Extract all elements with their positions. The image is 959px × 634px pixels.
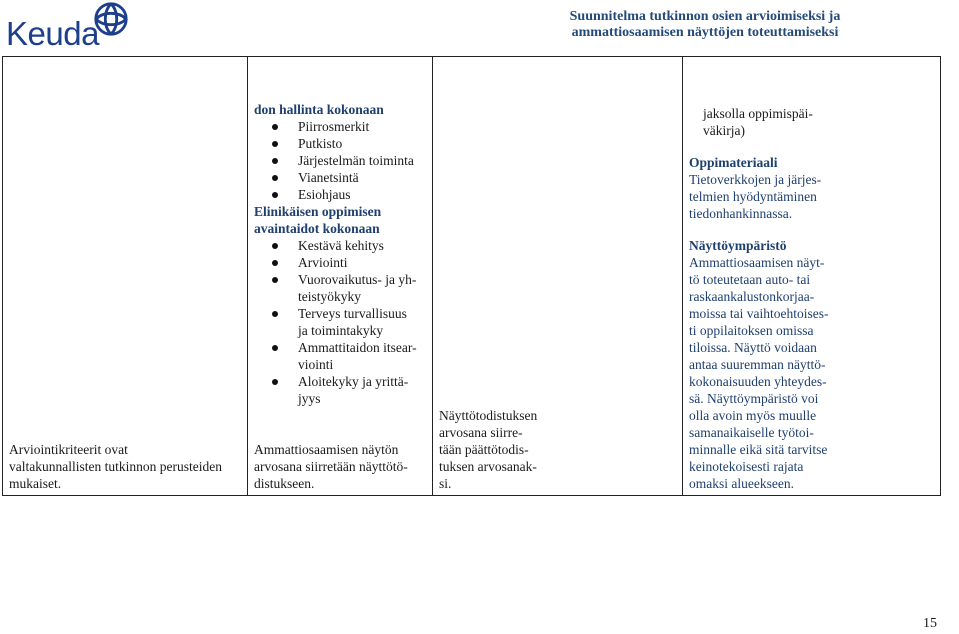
text-line: olla avoin myös muulle bbox=[689, 408, 817, 423]
header-title-line-2: ammattiosaamisen näyttöjen toteuttamiseksi bbox=[571, 25, 839, 40]
text-line: väkirja) bbox=[703, 123, 745, 138]
text-line: sä. Näyttöympäristö voi bbox=[689, 391, 819, 406]
list-item: Aloitekyky ja yrittä- jyys bbox=[254, 373, 428, 407]
list-item: Arviointi bbox=[254, 254, 428, 271]
text-line: Näyttötodistuksen bbox=[439, 408, 538, 423]
section-heading: don hallinta kokonaan bbox=[254, 102, 384, 117]
text-line: kokonaisuuden yhteydes- bbox=[689, 374, 827, 389]
page-number: 15 bbox=[923, 616, 937, 631]
list-item: Piirrosmerkit bbox=[254, 118, 428, 135]
text-line: Tietoverkkojen ja järjes- bbox=[689, 172, 822, 187]
keuda-flower-icon bbox=[92, 0, 130, 38]
text-line: tuksen arvosanak- bbox=[439, 459, 537, 474]
assessment-table bbox=[2, 56, 941, 496]
cell-materials-environment bbox=[683, 57, 941, 496]
text-line: tö toteutetaan auto- tai bbox=[689, 272, 811, 287]
text-line: Ammattiosaamisen näytön bbox=[254, 442, 399, 457]
text-line: Arviointikriteerit ovat bbox=[9, 442, 128, 457]
section-heading: avaintaidot kokonaan bbox=[254, 221, 380, 236]
text-line: tiloissa. Näyttö voidaan bbox=[689, 340, 817, 355]
list-item: Terveys turvallisuus ja toimintakyky bbox=[254, 305, 428, 339]
logo-wordmark: Keuda bbox=[6, 15, 99, 52]
list-item: Vianetsintä bbox=[254, 169, 428, 186]
text-line: distukseen. bbox=[254, 476, 315, 491]
text-line: ti oppilaitoksen omissa bbox=[689, 323, 814, 338]
text-line: Ammattiosaamisen näyt- bbox=[689, 255, 825, 270]
text-line: arvosana siirretään näyttötö- bbox=[254, 459, 408, 474]
text-line: tään päättötodis- bbox=[439, 442, 529, 457]
list-item: Vuorovaikutus- ja yh- teistyökyky bbox=[254, 271, 428, 305]
text-line: mukaiset. bbox=[9, 476, 62, 491]
text-line: samanaikaiselle työtoi- bbox=[689, 425, 814, 440]
list-item: Kestävä kehitys bbox=[254, 237, 428, 254]
document-header-title bbox=[555, 9, 855, 41]
list-item: Ammattitaidon itsear- viointi bbox=[254, 339, 428, 373]
environment-heading: Näyttöympäristö bbox=[689, 238, 787, 253]
cell-assessment-criteria bbox=[3, 57, 248, 496]
list-item: Esiohjaus bbox=[254, 186, 428, 203]
materials-heading: Oppimateriaali bbox=[689, 155, 778, 170]
text-line: tiedonhankinnassa. bbox=[689, 206, 793, 221]
text-line: minnalle eikä sitä tarvitse bbox=[689, 442, 828, 457]
text-line: valtakunnallisten tutkinnon perusteiden bbox=[9, 459, 222, 474]
header-title-line-1: Suunnitelma tutkinnon osien arvioimiseksi ja bbox=[569, 9, 841, 24]
table-row bbox=[3, 57, 941, 496]
text-line: si. bbox=[439, 476, 452, 491]
text-line: telmien hyödyntäminen bbox=[689, 189, 817, 204]
section-heading: Elinikäisen oppimisen bbox=[254, 204, 382, 219]
cell-certificate bbox=[433, 57, 683, 496]
text-line: keinotekoisesti rajata bbox=[689, 459, 804, 474]
text-line: arvosana siirre- bbox=[439, 425, 523, 440]
keuda-logo bbox=[6, 4, 99, 50]
list-item: Putkisto bbox=[254, 135, 428, 152]
skills-list-2 bbox=[254, 237, 428, 407]
text-line: omaksi alueekseen. bbox=[689, 476, 794, 491]
list-item: Järjestelmän toiminta bbox=[254, 152, 428, 169]
skills-list-1 bbox=[254, 118, 428, 203]
text-line: antaa suuremman näyttö- bbox=[689, 357, 826, 372]
text-line: moissa tai vaihtoehtoises- bbox=[689, 306, 829, 321]
cell-skills-list bbox=[248, 57, 433, 496]
text-line: jaksolla oppimispäi- bbox=[703, 106, 813, 121]
text-line: raskaankalustonkorjaa- bbox=[689, 289, 815, 304]
